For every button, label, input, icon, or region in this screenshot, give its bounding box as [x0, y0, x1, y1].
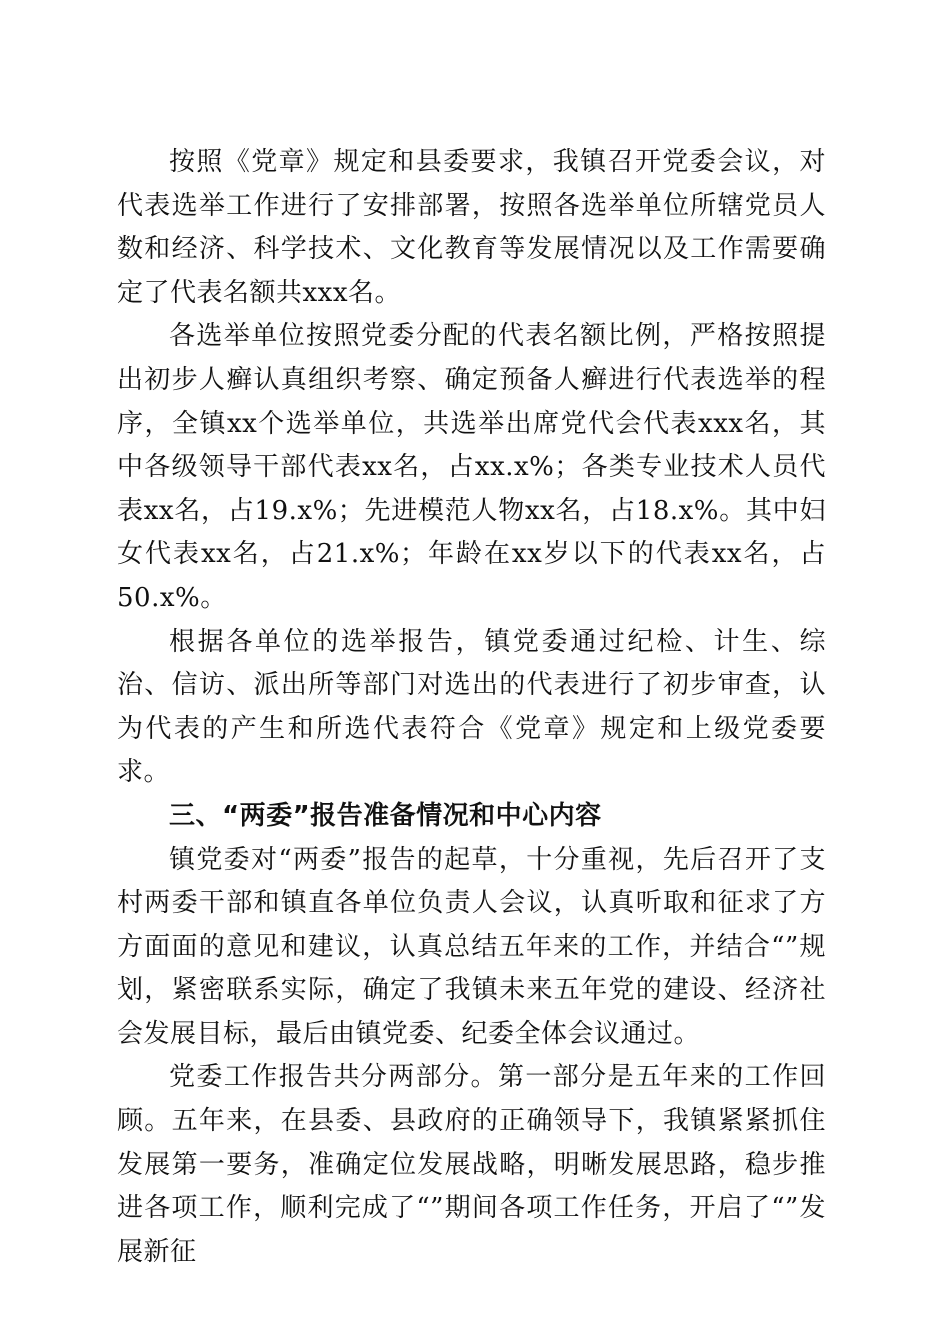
paragraph-election-results: 各选举单位按照党委分配的代表名额比例，严格按照提出初步人癣认真组织考察、确定预备人癣进行代表选举的程序，全镇xx个选举单位，共选举出席党代会代表xxx名，其中各级领导干部代表xx名，占xx.x%；各类专业技术人员代表xx名，占19.x%；先进模范人物xx名，占18.x%。其中妇女代表xx名，占21.x%；年龄在xx岁以下的代表xx名，占50.x%。 — [117, 321, 826, 613]
section-heading-reports: 三、“两委”报告准备情况和中心内容 — [169, 800, 602, 831]
document-page — [117, 141, 826, 1274]
paragraph-report-drafting: 镇党委对“两委”报告的起草，十分重视，先后召开了支村两委干部和镇直各单位负责人会议，认真听取和征求了方方面面的意见和建议，认真总结五年来的工作，并结合“”规划，紧密联系实际，确定了我镇未来五年党的建设、经济社会发展目标，最后由镇党委、纪委全体会议通过。 — [117, 844, 826, 1049]
paragraph-report-content: 党委工作报告共分两部分。第一部分是五年来的工作回顾。五年来，在县委、县政府的正确领导下，我镇紧紧抓住发展第一要务，准确定位发展战略，明晰发展思路，稳步推进各项工作，顺利完成了“”期间各项工作任务，开启了“”发展新征 — [117, 1062, 826, 1267]
paragraph-delegate-quota: 按照《党章》规定和县委要求，我镇召开党委会议，对代表选举工作进行了安排部署，按照各选举单位所辖党员人数和经济、科学技术、文化教育等发展情况以及工作需要确定了代表名额共xxx名。 — [117, 147, 826, 308]
paragraph-delegate-review: 根据各单位的选举报告，镇党委通过纪检、计生、综治、信访、派出所等部门对选出的代表进行了初步审查，认为代表的产生和所选代表符合《党章》规定和上级党委要求。 — [117, 626, 826, 788]
